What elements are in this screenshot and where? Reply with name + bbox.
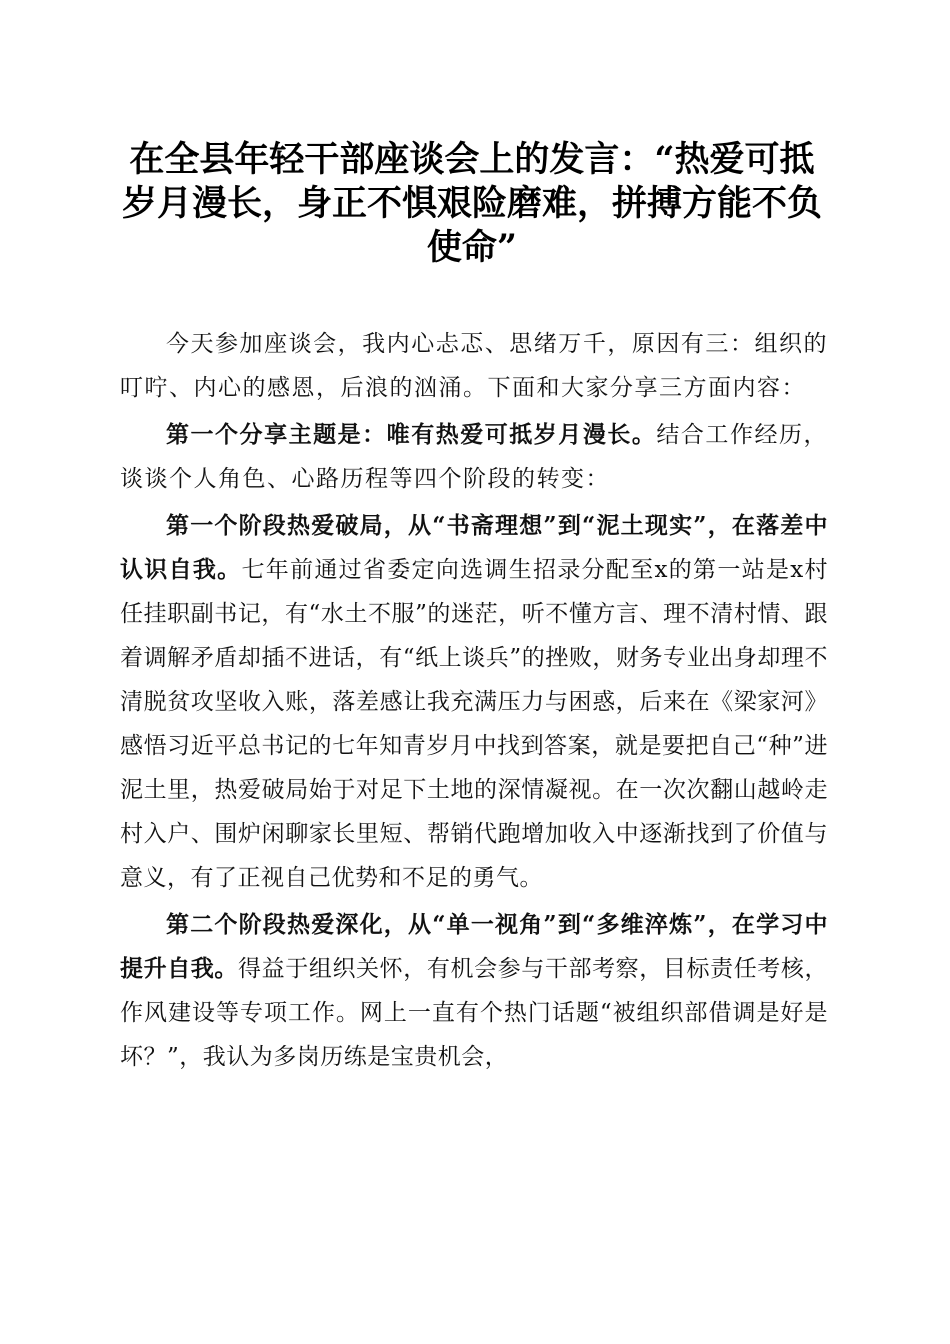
- paragraph-text: 今天参加座谈会，我内心忐忑、思绪万千，原因有三：组织的叮咛、内心的感恩，后浪的汹涌。下面和大家分享三方面内容：: [120, 331, 828, 401]
- paragraph-text: 七年前通过省委定向选调生招录分配至x的第一站是x村任挂职副书记，有“水土不服”的迷茫，听不懂方言、理不清村情、跟着调解矛盾却插不进话，有“纸上谈兵”的挫败，财务专业出身却理不清脱贫攻坚收入账，落差感让我充满压力与困惑，后来在《梁家河》感悟习近平总书记的七年知青岁月中找到答案，就是要把自己“种”进泥土里，热爱破局始于对足下土地的深情凝视。在一次次翻山越岭走村入户、围炉闲聊家长里短、帮销代跑增加收入中逐渐找到了价值与意义，有了正视自己优势和不足的勇气。: [120, 557, 829, 891]
- paragraph-lead: 第一个阶段热爱破局，从“书斋理想”到“泥土现实”，在落差中认识自我。: [120, 512, 828, 583]
- paragraph-text: 结合工作经历，谈谈个人角色、心路历程等四个阶段的转变：: [120, 422, 829, 492]
- paragraph-theme-one: [120, 413, 828, 501]
- title-line-3: 使命”: [426, 227, 518, 268]
- document-body: [120, 322, 828, 1082]
- document-title: [112, 138, 832, 270]
- title-line-1: 在全县年轻干部座谈会上的发言：“热爱可抵: [129, 139, 815, 180]
- paragraph-lead: 第二个阶段热爱深化，从“单一视角”到“多维淬炼”，在学习中提升自我。: [120, 911, 828, 982]
- paragraph-stage-two: [120, 903, 828, 1079]
- paragraph-stage-one: [120, 504, 828, 900]
- paragraph-intro: [120, 322, 828, 410]
- title-line-2: 岁月漫长，身正不惧艰险磨难，拼搏方能不负: [121, 183, 822, 224]
- paragraph-text: 得益于组织关怀，有机会参与干部考察，目标责任考核，作风建设等专项工作。网上一直有个热门话题“被组织部借调是好是坏？”，我认为多岗历练是宝贵机会，: [120, 956, 829, 1070]
- paragraph-lead: 第一个分享主题是：唯有热爱可抵岁月漫长。: [166, 421, 657, 448]
